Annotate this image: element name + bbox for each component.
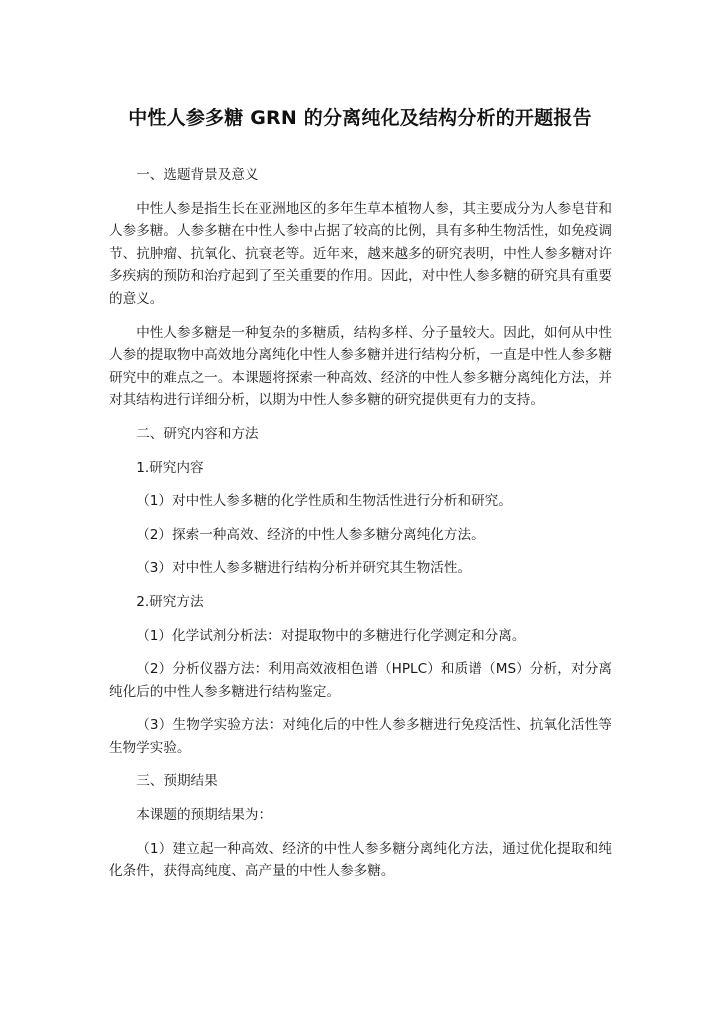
research-method-item: （1）化学试剂分析法：对提取物中的多糖进行化学测定和分离。 bbox=[136, 627, 526, 644]
research-content-item: （2）探索一种高效、经济的中性人参多糖分离纯化方法。 bbox=[136, 526, 485, 543]
expected-result-item: （1）建立起一种高效、经济的中性人参多糖分离纯化方法，通过优化提取和纯化条件，获得高纯度、高产量的中性人参多糖。 bbox=[109, 840, 612, 880]
section-heading-background: 一、选题背景及意义 bbox=[136, 167, 259, 183]
section-heading-methods: 二、研究内容和方法 bbox=[136, 425, 259, 442]
document-title: 中性人参多糖 GRN 的分离纯化及结构分析的开题报告 bbox=[128, 107, 592, 129]
research-content-item: （3）对中性人参多糖进行结构分析并研究其生物活性。 bbox=[136, 560, 472, 577]
background-paragraph-1: 中性人参是指生长在亚洲地区的多年生草本植物人参，其主要成分为人参皂苷和人参多糖。人参多糖在中性人参中占据了较高的比例，具有多种生物活性，如免疫调节、抗肿瘤、抗氧化、抗衰老等。近年来，越来越多的研究表明，中性人参多糖对许多疾病的预防和治疗起到了至关重要的作用。因此，对中性人参多糖的研究具有重要的意义。 bbox=[109, 200, 612, 307]
research-method-item: （3）生物学实验方法：对纯化后的中性人参多糖进行免疫活性、抗氧化活性等生物学实验。 bbox=[109, 717, 612, 756]
research-method-item: （2）分析仪器方法：利用高效液相色谱（HPLC）和质谱（MS）分析，对分离纯化后的中性人参多糖进行结构鉴定。 bbox=[109, 661, 612, 700]
expected-results-intro: 本课题的预期结果为： bbox=[136, 807, 273, 824]
document-body bbox=[109, 164, 612, 894]
section-heading-expected-results: 三、预期结果 bbox=[136, 773, 218, 790]
subheading-research-methods: 2.研究方法 bbox=[136, 593, 204, 610]
background-paragraph-2: 中性人参多糖是一种复杂的多糖质，结构多样、分子量较大。因此，如何从中性人参的提取物中高效地分离纯化中性人参多糖并进行结构分析，一直是中性人参多糖研究中的难点之一。本课题将探索一种高效、经济的中性人参多糖分离纯化方法，并对其结构进行详细分析，以期为中性人参多糖的研究提供更有力的支持。 bbox=[109, 324, 612, 409]
subheading-research-content: 1.研究内容 bbox=[136, 459, 204, 476]
research-content-item: （1）对中性人参多糖的化学性质和生物活性进行分析和研究。 bbox=[136, 493, 512, 510]
